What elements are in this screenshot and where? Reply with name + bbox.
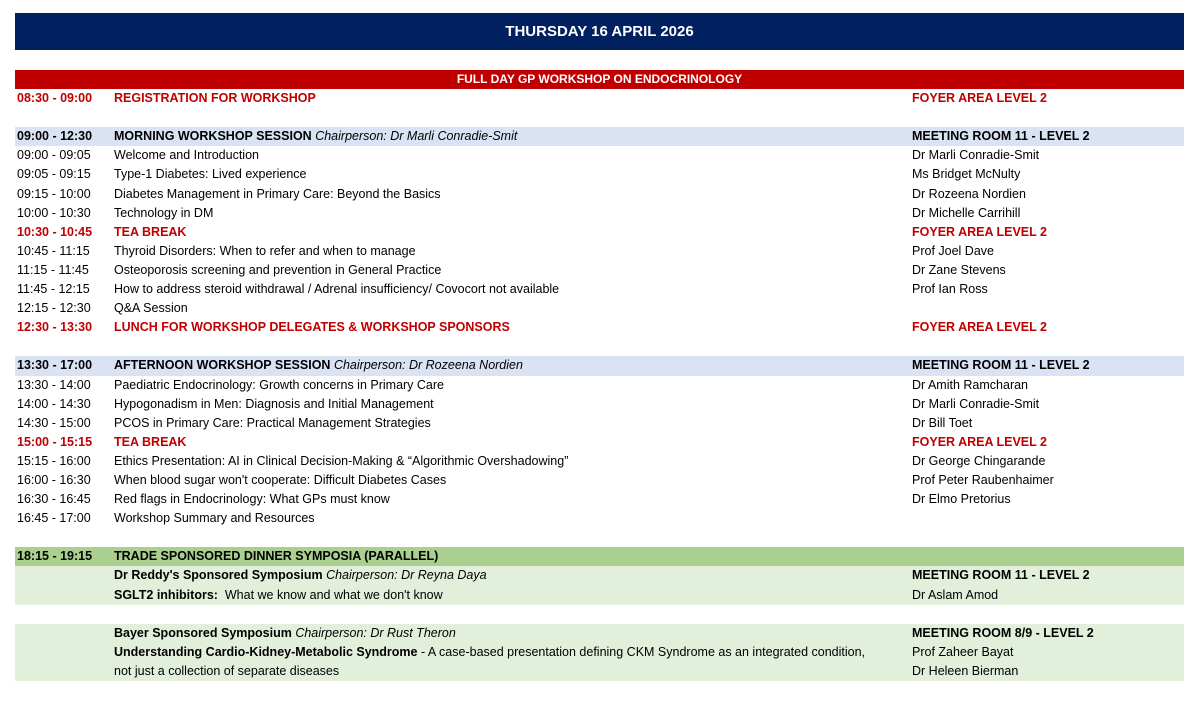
session-title bbox=[114, 127, 517, 146]
spacer-row bbox=[15, 605, 1184, 624]
title-text: AFTERNOON WORKSHOP SESSION bbox=[114, 358, 331, 373]
time-slot: 09:00 - 12:30 bbox=[17, 129, 93, 144]
session-title bbox=[114, 299, 188, 318]
workshop-banner bbox=[15, 70, 1184, 89]
time-slot: 10:00 - 10:30 bbox=[17, 205, 91, 220]
venue-or-speaker: Dr Bill Toet bbox=[912, 415, 973, 430]
session-title bbox=[114, 566, 487, 585]
schedule-row bbox=[15, 261, 1184, 280]
session-title bbox=[114, 223, 186, 242]
title-text: Paediatric Endocrinology: Growth concerns in Primary Care bbox=[114, 377, 444, 392]
schedule-row bbox=[15, 509, 1184, 528]
venue-or-speaker: MEETING ROOM 11 - LEVEL 2 bbox=[912, 568, 1090, 583]
session-title bbox=[114, 547, 438, 566]
time-slot: 16:30 - 16:45 bbox=[17, 492, 91, 507]
schedule-row bbox=[15, 643, 1184, 662]
schedule-row bbox=[15, 204, 1184, 223]
session-title bbox=[114, 89, 316, 108]
session-title bbox=[114, 242, 416, 261]
title-text: Ethics Presentation: AI in Clinical Decision-Making & “Algorithmic Overshadowing” bbox=[114, 453, 569, 468]
time-slot: 18:15 - 19:15 bbox=[17, 549, 93, 564]
session-title bbox=[114, 433, 186, 452]
session-title bbox=[114, 356, 523, 375]
schedule bbox=[15, 70, 1184, 681]
chairperson: Chairperson: Dr Marli Conradie-Smit bbox=[315, 129, 518, 144]
session-title bbox=[114, 643, 865, 662]
session-title bbox=[114, 318, 510, 337]
title-text: Workshop Summary and Resources bbox=[114, 511, 315, 526]
venue-or-speaker: FOYER AREA LEVEL 2 bbox=[912, 224, 1047, 239]
venue-or-speaker: Dr Rozeena Nordien bbox=[912, 186, 1026, 201]
schedule-row bbox=[15, 566, 1184, 585]
session-title bbox=[114, 204, 213, 223]
spacer-row bbox=[15, 108, 1184, 127]
day-title: THURSDAY 16 APRIL 2026 bbox=[15, 13, 1184, 50]
title-text: Understanding Cardio-Kidney-Metabolic Syndrome bbox=[114, 644, 418, 659]
schedule-row bbox=[15, 165, 1184, 184]
venue-or-speaker: Dr Aslam Amod bbox=[912, 587, 999, 602]
title-text: MORNING WORKSHOP SESSION bbox=[114, 129, 312, 144]
time-slot: 16:45 - 17:00 bbox=[17, 511, 91, 526]
title-text: Hypogonadism in Men: Diagnosis and Initial Management bbox=[114, 396, 434, 411]
session-title bbox=[114, 146, 259, 165]
venue-or-speaker: MEETING ROOM 8/9 - LEVEL 2 bbox=[912, 625, 1094, 640]
session-title bbox=[114, 280, 559, 299]
venue-or-speaker: Dr Heleen Bierman bbox=[912, 663, 1019, 678]
session-title bbox=[114, 165, 306, 184]
chairperson: Chairperson: Dr Rozeena Nordien bbox=[333, 358, 523, 373]
schedule-row bbox=[15, 280, 1184, 299]
schedule-row bbox=[15, 433, 1184, 452]
title-text: How to address steroid withdrawal / Adrenal insufficiency/ Covocort not available bbox=[114, 282, 560, 297]
schedule-row bbox=[15, 299, 1184, 318]
schedule-row bbox=[15, 624, 1184, 643]
session-title bbox=[114, 471, 446, 490]
schedule-row bbox=[15, 414, 1184, 433]
session-title bbox=[114, 395, 434, 414]
title-rest: - A case-based presentation defining CKM Syndrome as an integrated condition, bbox=[417, 644, 866, 659]
time-slot: 14:00 - 14:30 bbox=[17, 396, 91, 411]
chairperson: Chairperson: Dr Reyna Daya bbox=[326, 568, 487, 583]
venue-or-speaker: FOYER AREA LEVEL 2 bbox=[912, 320, 1047, 335]
time-slot: 13:30 - 14:00 bbox=[17, 377, 91, 392]
time-slot: 09:00 - 09:05 bbox=[17, 148, 91, 163]
time-slot: 15:00 - 15:15 bbox=[17, 434, 93, 449]
session-title bbox=[114, 185, 441, 204]
title-text: Q&A Session bbox=[114, 301, 188, 316]
time-slot: 08:30 - 09:00 bbox=[17, 91, 93, 106]
title-text: Red flags in Endocrinology: What GPs must know bbox=[114, 492, 390, 507]
title-text: Type-1 Diabetes: Lived experience bbox=[114, 167, 307, 182]
venue-or-speaker: FOYER AREA LEVEL 2 bbox=[912, 91, 1047, 106]
time-slot: 13:30 - 17:00 bbox=[17, 358, 93, 373]
session-title bbox=[114, 261, 441, 280]
session-title bbox=[114, 414, 431, 433]
time-slot: 14:30 - 15:00 bbox=[17, 415, 91, 430]
session-title bbox=[114, 586, 443, 605]
venue-or-speaker: Prof Peter Raubenhaimer bbox=[912, 472, 1054, 487]
venue-or-speaker: Dr Marli Conradie-Smit bbox=[912, 396, 1040, 411]
title-text: REGISTRATION FOR WORKSHOP bbox=[114, 91, 316, 106]
venue-or-speaker: Ms Bridget McNulty bbox=[912, 167, 1021, 182]
schedule-row bbox=[15, 89, 1184, 108]
schedule-row bbox=[15, 395, 1184, 414]
time-slot: 12:30 - 13:30 bbox=[17, 320, 93, 335]
title-text: Bayer Sponsored Symposium bbox=[114, 625, 292, 640]
chairperson: Chairperson: Dr Rust Theron bbox=[295, 625, 456, 640]
time-slot: 16:00 - 16:30 bbox=[17, 472, 91, 487]
title-text: TRADE SPONSORED DINNER SYMPOSIA (PARALLEL) bbox=[114, 549, 439, 564]
title-text: Welcome and Introduction bbox=[114, 148, 259, 163]
schedule-row bbox=[15, 586, 1184, 605]
schedule-row bbox=[15, 471, 1184, 490]
title-text: When blood sugar won't cooperate: Difficult Diabetes Cases bbox=[114, 472, 447, 487]
venue-or-speaker: Dr Amith Ramcharan bbox=[912, 377, 1029, 392]
spacer-row bbox=[15, 528, 1184, 547]
schedule-row bbox=[15, 185, 1184, 204]
time-slot: 11:45 - 12:15 bbox=[17, 282, 90, 297]
schedule-row bbox=[15, 376, 1184, 395]
title-text: Technology in DM bbox=[114, 205, 214, 220]
venue-or-speaker: MEETING ROOM 11 - LEVEL 2 bbox=[912, 129, 1090, 144]
time-slot: 10:45 - 11:15 bbox=[17, 243, 90, 258]
time-slot: 10:30 - 10:45 bbox=[17, 224, 93, 239]
title-text: LUNCH FOR WORKSHOP DELEGATES & WORKSHOP SPONSORS bbox=[114, 320, 510, 335]
spacer-row bbox=[15, 337, 1184, 356]
venue-or-speaker: Dr Zane Stevens bbox=[912, 262, 1006, 277]
schedule-row bbox=[15, 223, 1184, 242]
venue-or-speaker: Prof Ian Ross bbox=[912, 282, 988, 297]
schedule-row bbox=[15, 547, 1184, 566]
session-title bbox=[114, 376, 444, 395]
venue-or-speaker: Dr George Chingarande bbox=[912, 453, 1046, 468]
session-title bbox=[114, 452, 568, 471]
time-slot: 09:05 - 09:15 bbox=[17, 167, 91, 182]
title-text: PCOS in Primary Care: Practical Management Strategies bbox=[114, 415, 431, 430]
venue-or-speaker: Dr Elmo Pretorius bbox=[912, 492, 1011, 507]
title-rest: What we know and what we don't know bbox=[217, 587, 443, 602]
venue-or-speaker: Dr Marli Conradie-Smit bbox=[912, 148, 1040, 163]
schedule-row bbox=[15, 452, 1184, 471]
venue-or-speaker: MEETING ROOM 11 - LEVEL 2 bbox=[912, 358, 1090, 373]
venue-or-speaker: Prof Joel Dave bbox=[912, 243, 994, 258]
session-title: not just a collection of separate diseases bbox=[114, 663, 340, 678]
title-text: Dr Reddy's Sponsored Symposium bbox=[114, 568, 323, 583]
session-title bbox=[114, 509, 315, 528]
venue-or-speaker: Dr Michelle Carrihill bbox=[912, 205, 1021, 220]
title-text: TEA BREAK bbox=[114, 224, 187, 239]
schedule-row bbox=[15, 318, 1184, 337]
title-text: SGLT2 inhibitors: bbox=[114, 587, 218, 602]
title-text: Osteoporosis screening and prevention in General Practice bbox=[114, 262, 442, 277]
title-text: Diabetes Management in Primary Care: Beyond the Basics bbox=[114, 186, 441, 201]
time-slot: 15:15 - 16:00 bbox=[17, 453, 91, 468]
time-slot: 11:15 - 11:45 bbox=[17, 262, 89, 277]
title-text: TEA BREAK bbox=[114, 434, 187, 449]
venue-or-speaker: FOYER AREA LEVEL 2 bbox=[912, 434, 1047, 449]
schedule-row bbox=[15, 662, 1184, 681]
schedule-row bbox=[15, 490, 1184, 509]
title-text: Thyroid Disorders: When to refer and when to manage bbox=[114, 243, 416, 258]
time-slot: 12:15 - 12:30 bbox=[17, 301, 91, 316]
schedule-row bbox=[15, 146, 1184, 165]
schedule-row bbox=[15, 356, 1184, 375]
venue-or-speaker: Prof Zaheer Bayat bbox=[912, 644, 1014, 659]
schedule-row bbox=[15, 242, 1184, 261]
session-title bbox=[114, 490, 390, 509]
session-title bbox=[114, 624, 456, 643]
banner-text: FULL DAY GP WORKSHOP ON ENDOCRINOLOGY bbox=[456, 72, 743, 86]
time-slot: 09:15 - 10:00 bbox=[17, 186, 91, 201]
schedule-row bbox=[15, 127, 1184, 146]
